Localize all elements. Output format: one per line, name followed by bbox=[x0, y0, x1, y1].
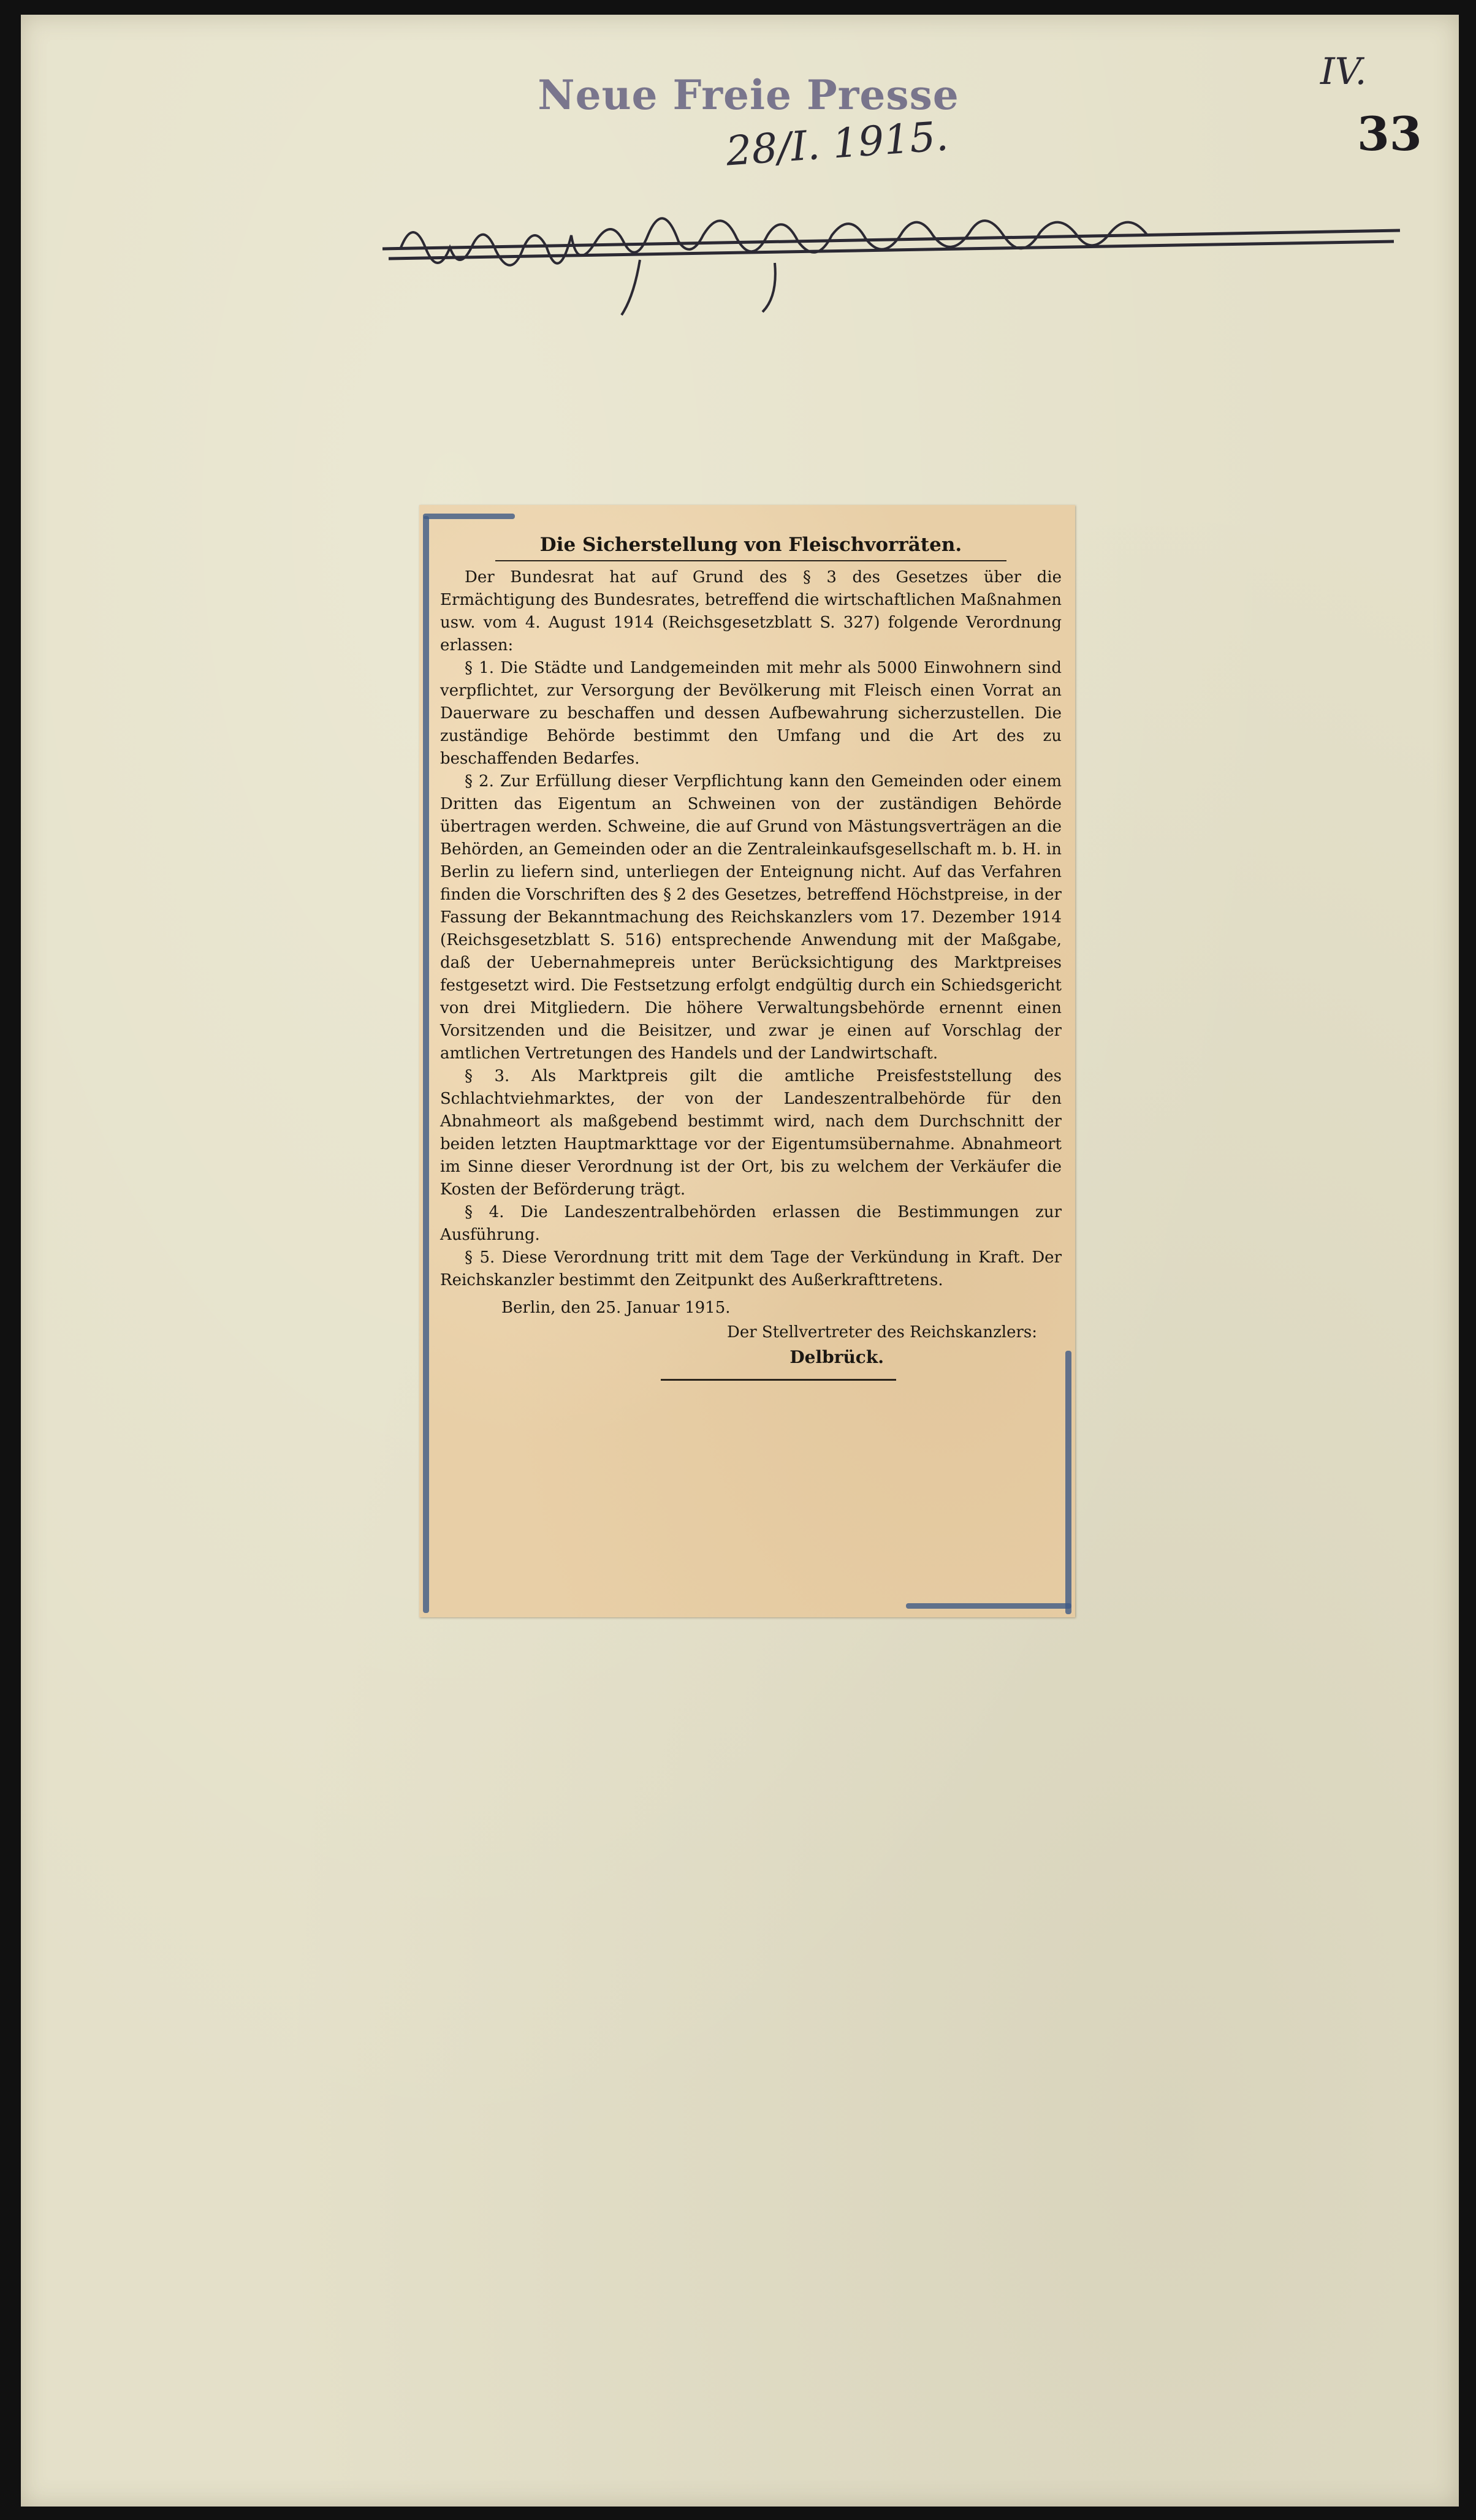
title-underline bbox=[495, 560, 1006, 561]
section-paragraph-1: § 1. Die Städte und Landgemeinden mit mehr als 5000 Einwohnern sind verpflichtet, zur Versorgung der Bevölkerung mit Fleisch einen Vorrat an Dauerware zu beschaffen und dessen Aufbewahrung sicherzustellen. Die zuständige Behörde bestimmt den Umfang und die Art des zu beschaffenden Bedarfes. bbox=[440, 659, 1062, 768]
closing-rule bbox=[661, 1379, 896, 1381]
article-title: Die Sicherstellung von Fleischvorräten. bbox=[539, 534, 962, 556]
handwritten-roman-numeral: IV. bbox=[1320, 50, 1367, 93]
handwritten-date: 28/I. 1915. bbox=[724, 112, 950, 175]
newspaper-name-stamp: Neue Freie Presse bbox=[538, 71, 959, 119]
struck-through-handwritten-note bbox=[382, 192, 1425, 333]
blue-pencil-mark bbox=[423, 514, 515, 519]
blue-pencil-mark bbox=[906, 1603, 1071, 1609]
section-paragraph-5: § 5. Diese Verordnung tritt mit dem Tage der Verkündung in Kraft. Der Reichskanzler bestimmt den Zeitpunkt des Außerkrafttretens. bbox=[440, 1248, 1062, 1289]
section-paragraph-3: § 3. Als Marktpreis gilt die amtliche Preisfeststellung des Schlachtviehmarktes, der von der Landeszentralbehörde für den Abnahmeort als maßgebend bestimmt wird, nach dem Durchschnitt der beiden letzten Hauptmarkttage vor der Eigentumsübernahme. Abnahmeort im Sinne dieser Verordnung ist der Ort, bis zu welchem der Verkäufer die Kosten der Beförderung trägt. bbox=[440, 1067, 1062, 1199]
handwriting-descenders bbox=[622, 260, 775, 315]
folio-number: 33 bbox=[1357, 107, 1422, 161]
strike-line-lower bbox=[389, 241, 1394, 259]
intro-paragraph: Der Bundesrat hat auf Grund des § 3 des Gesetzes über die Ermächtigung des Bundesrates, betreffend die wirtschaftlichen Maßnahmen usw. vom 4. August 1914 (Reichsgesetzblatt S. 327) folgende Verordnung erlassen: bbox=[440, 568, 1062, 655]
place-and-date: Berlin, den 25. Januar 1915. bbox=[501, 1299, 731, 1317]
blue-pencil-mark bbox=[423, 516, 429, 1613]
newspaper-clipping bbox=[419, 505, 1075, 1617]
section-paragraph-4: § 4. Die Landeszentralbehörden erlassen die Bestimmungen zur Ausführung. bbox=[440, 1203, 1062, 1244]
signatory-role: Der Stellvertreter des Reichskanzlers: bbox=[727, 1323, 1037, 1342]
signatory-name: Delbrück. bbox=[789, 1347, 884, 1367]
blue-pencil-mark bbox=[1065, 1351, 1071, 1614]
archive-sheet bbox=[21, 15, 1459, 2507]
section-paragraph-2: § 2. Zur Erfüllung dieser Verpflichtung kann den Gemeinden oder einem Dritten das Eigentum an Schweinen von der zuständigen Behörde übertragen werden. Schweine, die auf Grund von Mästungsverträgen an die Behörden, an Gemeinden oder an die Zentraleinkaufsgesellschaft m. b. H. in Berlin zu liefern sind, unterliegen der Enteignung nicht. Auf das Verfahren finden die Vorschriften des § 2 des Gesetzes, betreffend Höchstpreise, in der Fassung der Bekanntmachung des Reichskanzlers vom 17. Dezember 1914 (Reichsgesetzblatt S. 516) entsprechende Anwendung mit der Maßgabe, daß der Uebernahmepreis unter Berücksichtigung des Marktpreises festgesetzt wird. Die Festsetzung erfolgt endgültig durch ein Schiedsgericht von drei Mitgliedern. Die höhere Verwaltungsbehörde ernennt einen Vorsitzenden und die Beisitzer, und zwar je einen auf Vorschlag der amtlichen Vertretungen des Handels und der Landwirtschaft. bbox=[440, 772, 1062, 1063]
